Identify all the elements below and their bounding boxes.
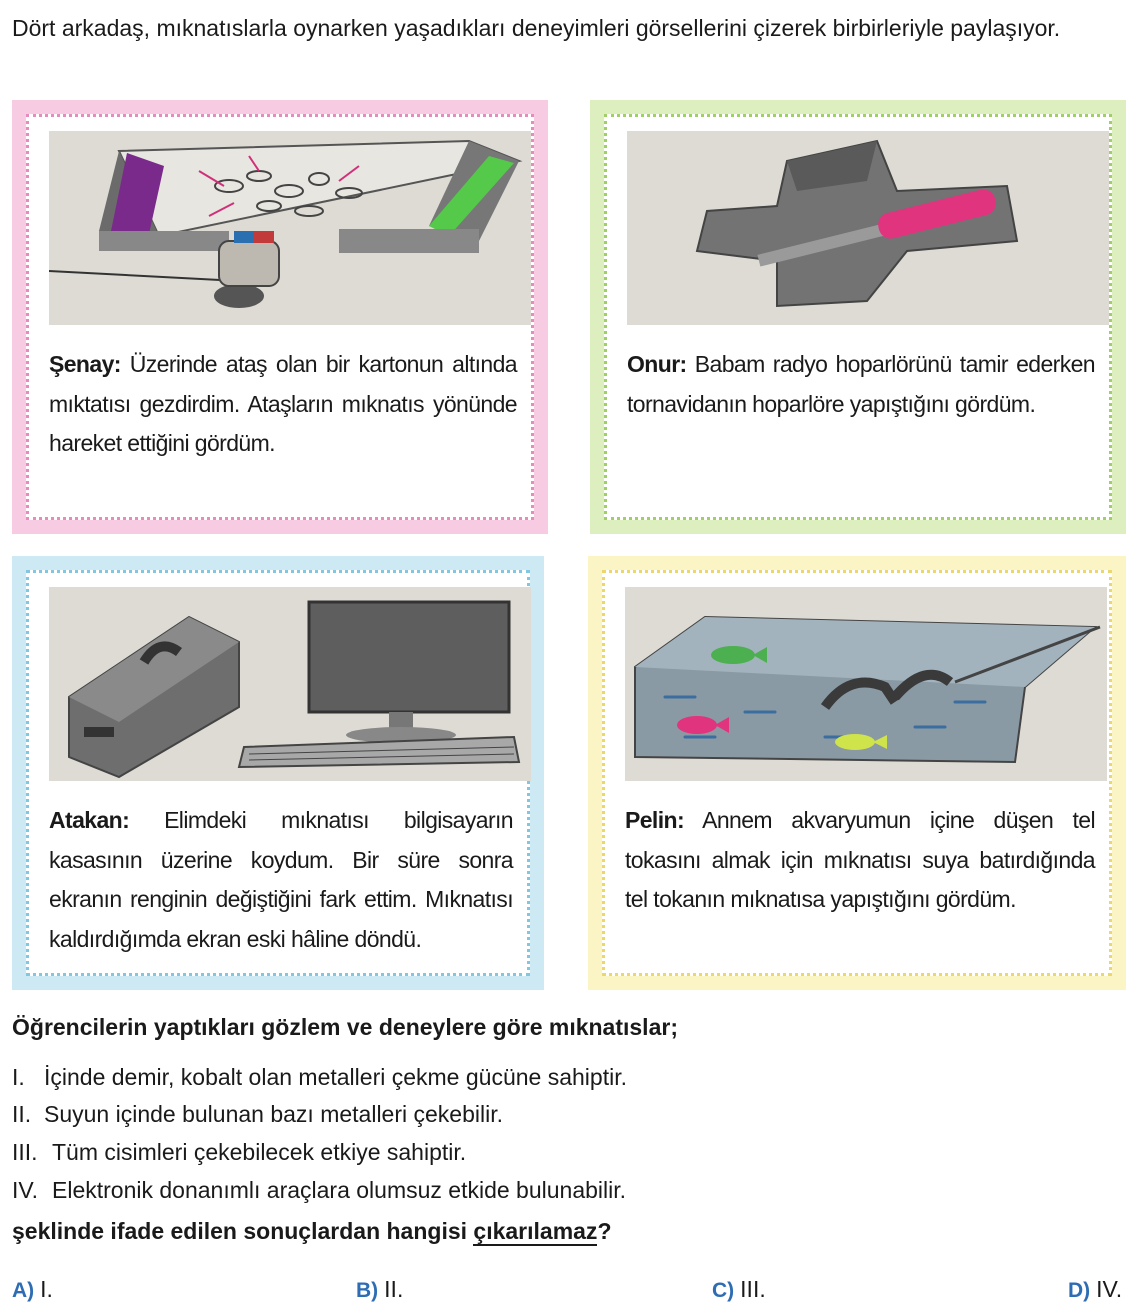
- option-c[interactable]: [712, 1276, 766, 1303]
- card-text: [627, 345, 1095, 424]
- card-text: [49, 345, 517, 464]
- intro-text: Dört arkadaş, mıknatıslarla oynarken yaşadıkları deneyimleri görsellerini çizerek birbirleriyle paylaşıyor.: [12, 15, 1061, 41]
- observation-text: Elimdeki mıknatısı bilgisayarın kasasının üzerine koydum. Bir süre sonra ekranın renginin değiştiğini fark ettim. Mıknatısı kaldırdığımda ekran eski hâline döndü.: [49, 807, 514, 952]
- option-letter: A): [12, 1279, 35, 1302]
- option-letter: C): [712, 1279, 735, 1302]
- card-senay: [12, 100, 548, 534]
- option-letter: B): [356, 1279, 379, 1302]
- student-name: Atakan:: [49, 807, 130, 833]
- drawing-aquarium-with-magnet: [625, 587, 1107, 781]
- statement-number: III.: [12, 1139, 38, 1165]
- card-text: [625, 801, 1095, 920]
- question-heading: Öğrencilerin yaptıkları gözlem ve deneylere göre mıknatıslar;: [12, 1014, 678, 1040]
- statement-number: IV.: [12, 1177, 39, 1203]
- drawing-paperclips-on-cardboard: [49, 131, 531, 325]
- option-text: III.: [740, 1276, 766, 1302]
- card-onur: [590, 100, 1126, 534]
- option-text: II.: [384, 1276, 404, 1302]
- option-b[interactable]: [356, 1276, 403, 1303]
- statement-2: [12, 1101, 503, 1128]
- option-text: IV.: [1096, 1276, 1123, 1302]
- statement-number: I.: [12, 1064, 25, 1090]
- ask-mark: ?: [597, 1218, 612, 1244]
- observation-text: Annem akvaryumun içine düşen tel tokasını almak için mıknatısı suya batırdığında tel tokanın mıknatısa yapıştığını gördüm.: [625, 807, 1095, 912]
- option-d[interactable]: [1068, 1276, 1122, 1303]
- ask-underlined-word: çıkarılamaz: [473, 1218, 598, 1244]
- statement-text: Elektronik donanımlı araçlara olumsuz etkide bulunabilir.: [52, 1177, 627, 1203]
- option-text: I.: [40, 1276, 53, 1302]
- statement-text: Tüm cisimleri çekebilecek etkiye sahiptir.: [52, 1139, 467, 1165]
- ask-text: şeklinde ifade edilen sonuçlardan hangisi: [12, 1218, 474, 1244]
- drawing-screwdriver-on-speaker: [627, 131, 1109, 325]
- statement-text: Suyun içinde bulunan bazı metalleri çekebilir.: [44, 1101, 503, 1127]
- question-ask: [12, 1218, 612, 1245]
- statement-number: II.: [12, 1101, 32, 1127]
- statement-3: [12, 1139, 466, 1166]
- card-pelin: [588, 556, 1126, 990]
- student-name: Şenay:: [49, 351, 121, 377]
- student-name: Pelin:: [625, 807, 685, 833]
- card-atakan: [12, 556, 544, 990]
- option-a[interactable]: [12, 1276, 53, 1303]
- option-letter: D): [1068, 1279, 1091, 1302]
- statement-text: İçinde demir, kobalt olan metalleri çekme gücüne sahiptir.: [44, 1064, 627, 1090]
- card-text: [49, 801, 513, 959]
- drawing-computer-and-magnet: [49, 587, 531, 781]
- observation-text: Üzerinde ataş olan bir kartonun altında mıktatısı gezdirdim. Ataşların mıknatıs yönünde hareket ettiğini gördüm.: [49, 351, 517, 456]
- observation-text: Babam radyo hoparlörünü tamir ederken tornavidanın hoparlöre yapıştığını gördüm.: [627, 351, 1095, 417]
- statement-1: [12, 1064, 627, 1091]
- statement-4: [12, 1177, 626, 1204]
- student-name: Onur:: [627, 351, 687, 377]
